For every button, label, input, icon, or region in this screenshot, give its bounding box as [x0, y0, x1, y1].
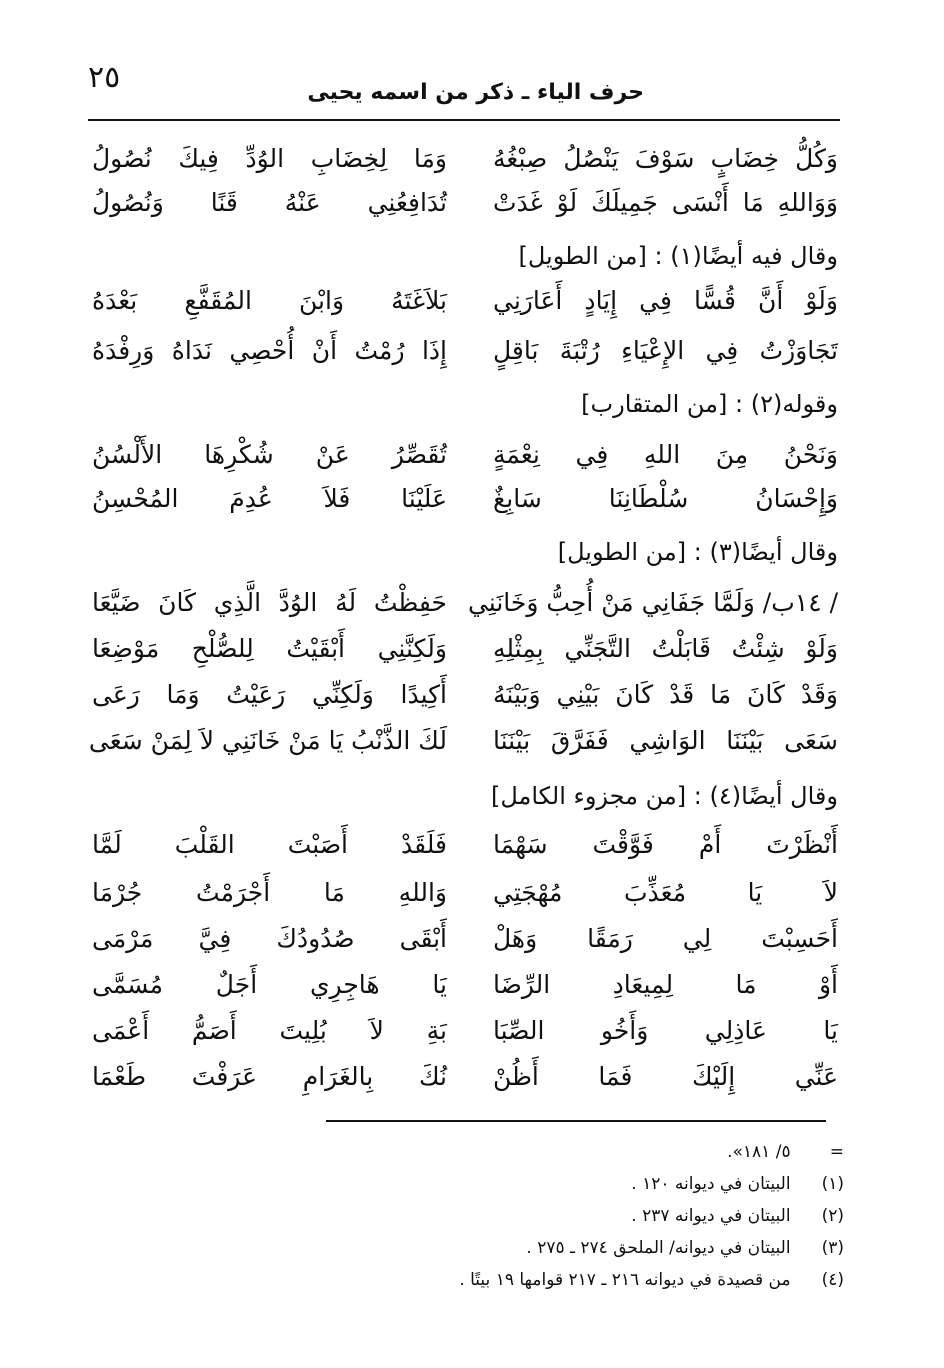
footnote — [631, 1174, 844, 1194]
verse-intro: وقوله(٢) : [من المتقارب] — [581, 390, 838, 418]
verse-intro: وقال أيضًا(٣) : [من الطويل] — [557, 538, 838, 566]
verse-right: وَقَدْ كَانَ مَا قَدْ كَانَ بَيْنِي وَبَيْنَهُ — [493, 680, 838, 709]
verse-left: تُدَافِعُنِي عَنْهُ قَنًا وَنُصُولُ — [92, 188, 447, 217]
verse-left: تُقَصِّرُ عَنْ شُكْرِهَا الأَلْسُنُ — [92, 440, 447, 469]
verse-left: عَلَيْنَا فَلاَ عُدِمَ المُحْسِنُ — [92, 484, 447, 513]
header-rule — [88, 119, 840, 121]
footnote-number: = — [829, 1142, 844, 1162]
verse-left: فَلَقَدْ أَصَبْتَ القَلْبَ لَمَّا — [92, 830, 447, 859]
verse-right: تَجَاوَزْتُ فِي الإِعْيَاءِ رُتْبَةَ بَاقِلٍ — [493, 336, 838, 365]
footnote-rule — [326, 1120, 826, 1122]
footnote-text: من قصيدة في ديوانه ٢١٦ ـ ٢١٧ قوامها ١٩ بيتًا . — [459, 1270, 791, 1290]
verse-right: وَكُلُّ خِضَابٍ سَوْفَ يَنْصُلُ صِبْغُهُ — [493, 144, 838, 173]
verse-right: عَنِّي إِلَيْكَ فَمَا أَظُنْ — [493, 1062, 838, 1091]
footnote-text: البيتان في ديوانه ١٢٠ . — [631, 1174, 791, 1194]
footnote-text: ٥/ ١٨١». — [727, 1142, 791, 1162]
verse-left: يَا هَاجِرِي أَجَلٌ مُسَمَّى — [92, 970, 447, 999]
verse-left: نُكَ بِالغَرَامِ عَرَفْتَ طَعْمَا — [92, 1062, 447, 1091]
verse-left: إِذَا رُمْتُ أَنْ أُحْصِي نَدَاهُ وَرِفْدَهُ — [92, 336, 447, 365]
footnote — [459, 1270, 844, 1290]
verse-right: وَإِحْسَانُ سُلْطَانِنَا سَابِغٌ — [493, 484, 838, 513]
verse-left: بَةِ لاَ بُلِيتَ أَصَمُّ أَعْمَى — [92, 1016, 447, 1045]
verse-left: بَلاَغَتَهُ وَابْنَ المُقَفَّعِ بَعْدَهُ — [92, 286, 447, 315]
verse-right: سَعَى بَيْنَنَا الوَاشِي فَفَرَّقَ بَيْنَنَا — [493, 726, 838, 755]
footnote — [727, 1142, 844, 1162]
verse-right: وَلَوْ أَنَّ قُسًّا فِي إِيَادٍ أَعَارَنِي — [493, 286, 838, 315]
footnote-text: البيتان في ديوانه/ الملحق ٢٧٤ ـ ٢٧٥ . — [526, 1238, 791, 1258]
footnote-number: (٤) — [821, 1270, 844, 1290]
verse-left: أَبْقَى صُدُودُكَ فِيَّ مَرْمَى — [92, 924, 447, 953]
verse-right: أَوْ مَا لِمِيعَادِ الرِّضَا — [493, 970, 838, 999]
verse-left: لَكَ الذَّنْبُ يَا مَنْ خَانَنِي لاَ لِمَنْ سَعَى — [88, 726, 447, 755]
verse-right: وَلَوْ شِئْتُ قَابَلْتُ التَّجَنِّي بِمِثْلِهِ — [493, 634, 838, 663]
footnote-number: (٢) — [821, 1206, 844, 1226]
verse-right: يَا عَاذِلِي وَأَخُو الصِّبَا — [493, 1016, 838, 1045]
verse-left: حَفِظْتُ لَهُ الوُدَّ الَّذِي كَانَ ضَيَّعَا — [92, 588, 447, 617]
verse-right: وَوَاللهِ مَا أَنْسَى جَمِيلَكَ لَوْ غَدَتْ — [493, 188, 838, 217]
verse-right: وَنَحْنُ مِنَ اللهِ فِي نِعْمَةٍ — [493, 440, 838, 469]
page-number: ٢٥ — [88, 60, 121, 95]
verse-intro: وقال فيه أيضًا(١) : [من الطويل] — [518, 242, 838, 270]
verse-right: لاَ يَا مُعَذِّبَ مُهْجَتِي — [493, 878, 838, 907]
footnote — [631, 1206, 844, 1226]
verse-left: أَكِيدًا وَلَكِنِّي رَعَيْتُ وَمَا رَعَى — [92, 680, 447, 709]
verse-left: وَمَا لِخِضَابِ الوُدِّ فِيكَ نُصُولُ — [92, 144, 447, 173]
verse-intro: وقال أيضًا(٤) : [من مجزوء الكامل] — [490, 782, 838, 810]
footnote — [526, 1238, 844, 1258]
running-title: حرف الياء ـ ذكر من اسمه يحيى — [307, 80, 644, 105]
footnote-number: (٣) — [821, 1238, 844, 1258]
verse-right: أَحَسِبْتَ لِي رَمَقًا وَهَلْ — [493, 924, 838, 953]
verse-right: أَنْظَرْتَ أَمْ فَوَّقْتَ سَهْمَا — [493, 830, 838, 859]
verse-right: / ١٤ب/ وَلَمَّا جَفَانِي مَنْ أُحِبُّ وَخَانَنِي — [467, 588, 838, 617]
footnote-number: (١) — [821, 1174, 844, 1194]
verse-left: وَلَكِنَّنِي أَبْقَيْتُ لِلصُّلْحِ مَوْضِعَا — [92, 634, 447, 663]
verse-left: وَاللهِ مَا أَجْرَمْتُ جُرْمَا — [92, 878, 447, 907]
footnote-text: البيتان في ديوانه ٢٣٧ . — [631, 1206, 791, 1226]
